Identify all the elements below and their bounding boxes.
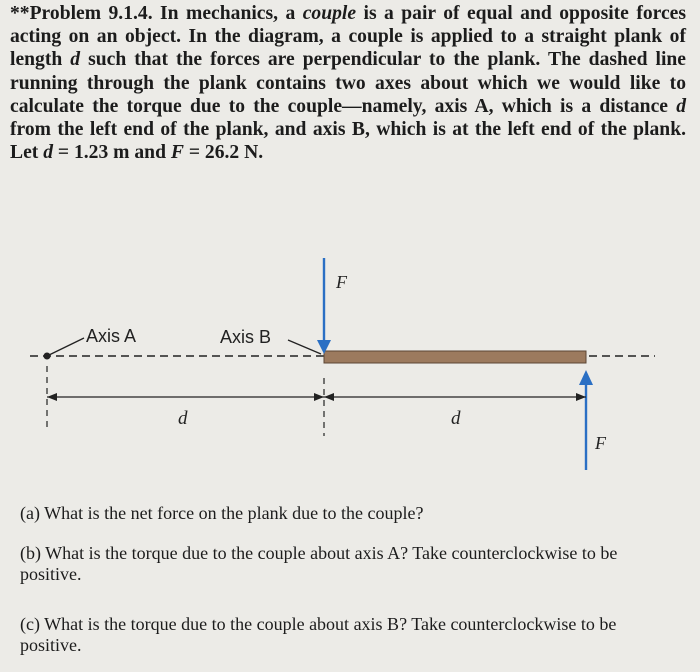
problem-statement bbox=[10, 2, 686, 164]
question-b: (b) What is the torque due to the couple about axis A? Take counterclockwise to be positive. bbox=[20, 543, 618, 584]
dim-arrowhead-right-2 bbox=[576, 393, 586, 401]
var-d-2: d bbox=[676, 95, 686, 117]
force-arrowhead-bottom bbox=[579, 370, 593, 385]
problem-text-4: from the left end of the plank, and axis B, which is at the left end of the plank. Let bbox=[10, 119, 686, 164]
distance-label-right: d bbox=[451, 408, 461, 429]
question-c: (c) What is the torque due to the couple about axis B? Take counterclockwise to be positive. bbox=[20, 614, 617, 655]
axis-a-leader bbox=[47, 338, 84, 356]
term-couple: couple bbox=[302, 3, 357, 24]
dim-arrowhead-right-1 bbox=[324, 393, 334, 401]
question-a: (a) What is the net force on the plank due to the couple? bbox=[20, 503, 424, 523]
var-d-3: d bbox=[43, 142, 53, 164]
var-F: F bbox=[170, 142, 184, 164]
couple-diagram bbox=[0, 250, 700, 480]
problem-text-1: In mechanics, a bbox=[152, 3, 303, 24]
dim-arrowhead-left-1 bbox=[47, 393, 57, 401]
force-label-top: F bbox=[336, 272, 347, 292]
problem-text-3: such that the forces are perpendicular to the plank. The dashed line running through the plank contains two axes about which we would like to calculate the torque due to the couple—namely, axis A, which is a distance bbox=[10, 49, 686, 117]
axis-a-label: Axis A bbox=[86, 326, 137, 346]
axis-b-label: Axis B bbox=[220, 327, 272, 347]
problem-label: **Problem 9.1.4. bbox=[10, 3, 153, 24]
force-label-bottom: F bbox=[595, 433, 606, 453]
problem-text-6: = 26.2 N. bbox=[183, 142, 264, 164]
plank bbox=[324, 351, 586, 363]
axis-a-point bbox=[44, 353, 51, 360]
problem-text-5: = 1.23 m and bbox=[53, 142, 171, 164]
distance-label-left: d bbox=[178, 408, 188, 429]
dim-arrowhead-left-2 bbox=[314, 393, 324, 401]
problem-text-2: is a pair of equal and opposite forces acting on an object. In the diagram, a couple is applied to a straight plank of length bbox=[10, 3, 687, 71]
axis-b-leader bbox=[288, 340, 321, 354]
var-d-1: d bbox=[70, 49, 81, 71]
